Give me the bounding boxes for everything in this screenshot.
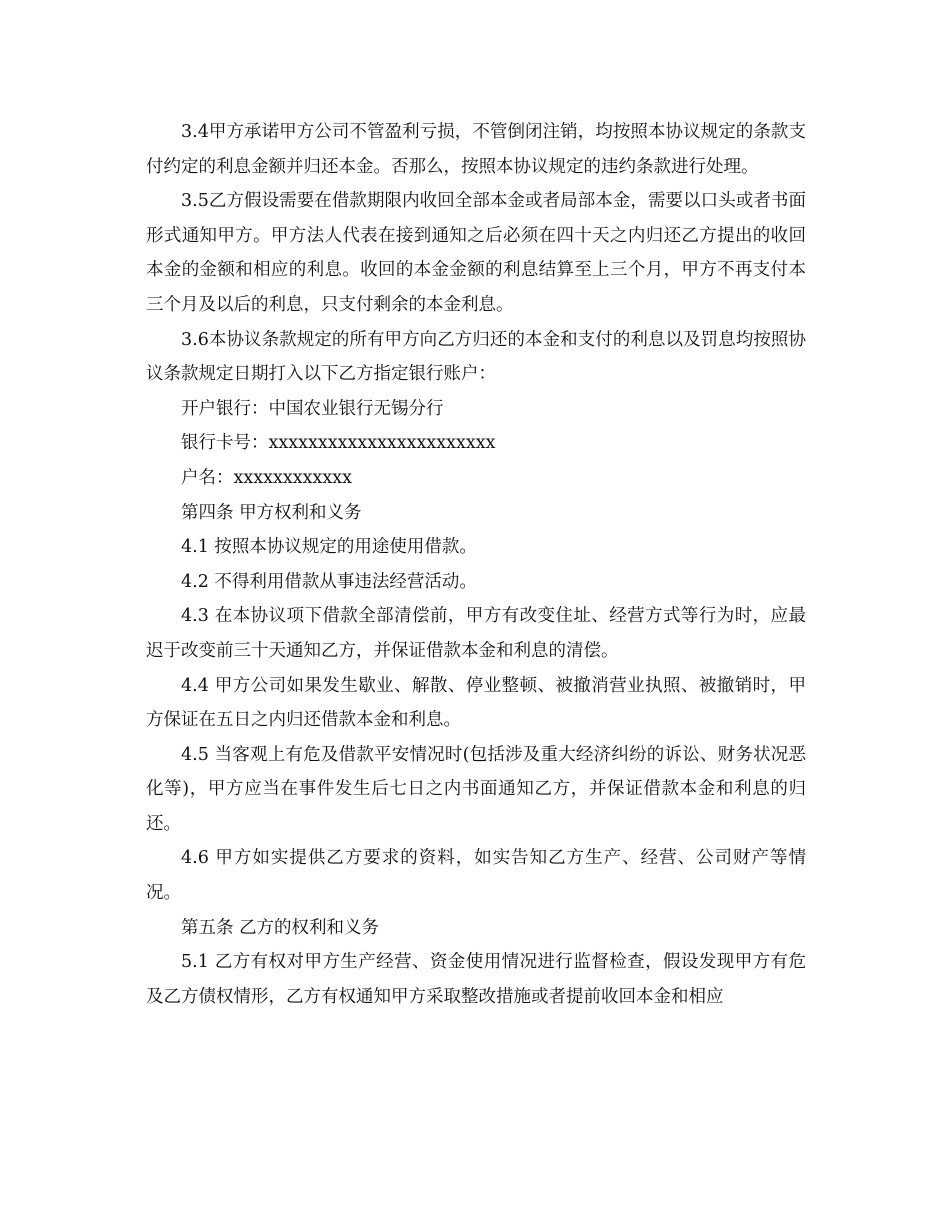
- clause-3-4: 3.4甲方承诺甲方公司不管盈利亏损，不管倒闭注销，均按照本协议规定的条款支付约定的利息金额并归还本金。否那么，按照本协议规定的违约条款进行处理。: [146, 122, 806, 177]
- bank-card-line: 银行卡号：xxxxxxxxxxxxxxxxxxxxxxx: [181, 433, 496, 454]
- clause-5-1: 5.1 乙方有权对甲方生产经营、资金使用情况进行监督检查，假设发现甲方有危及乙方债权情形，乙方有权通知甲方采取整改措施或者提前收回本金和相应: [146, 952, 806, 1007]
- clause-4-4: 4.4 甲方公司如果发生歇业、解散、停业整顿、被撤消营业执照、被撤销时，甲方保证在五日之内归还借款本金和利息。: [146, 675, 806, 731]
- clause-3-6: 3.6本协议条款规定的所有甲方向乙方归还的本金和支付的利息以及罚息均按照协议条款规定日期打入以下乙方指定银行账户：: [146, 329, 806, 385]
- clause-4-5: 4.5 当客观上有危及借款平安情况时(包括涉及重大经济纠纷的诉讼、财务状况恶化等)，甲方应当在事件发生后七日之内书面通知乙方，并保证借款本金和利息的归还。: [146, 744, 806, 834]
- clause-3-5: 3.5乙方假设需要在借款期限内收回全部本金或者局部本金，需要以口头或者书面形式通知甲方。甲方法人代表在接到通知之后必须在四十天之内归还乙方提出的收回本金的金额和相应的利息。收回的本金金额的利息结算至上三个月，甲方不再支付本三个月及以后的利息，只支付剩余的本金利息。: [146, 191, 806, 315]
- clause-4-2: 4.2 不得利用借款从事违法经营活动。: [181, 571, 477, 592]
- article-5-heading: 第五条 乙方的权利和义务: [181, 917, 380, 938]
- clause-4-6: 4.6 甲方如实提供乙方要求的资料，如实告知乙方生产、经营、公司财产等情况。: [146, 848, 806, 904]
- clause-4-3: 4.3 在本协议项下借款全部清偿前，甲方有改变住址、经营方式等行为时，应最迟于改变前三十天通知乙方，并保证借款本金和利息的清偿。: [146, 606, 806, 661]
- bank-name-line: 开户银行：中国农业银行无锡分行: [181, 398, 444, 419]
- clause-4-1: 4.1 按照本协议规定的用途使用借款。: [181, 537, 477, 558]
- article-4-heading: 第四条 甲方权利和义务: [181, 502, 362, 523]
- account-name-line: 户名：xxxxxxxxxxxx: [181, 467, 352, 488]
- document-body: [146, 115, 806, 1014]
